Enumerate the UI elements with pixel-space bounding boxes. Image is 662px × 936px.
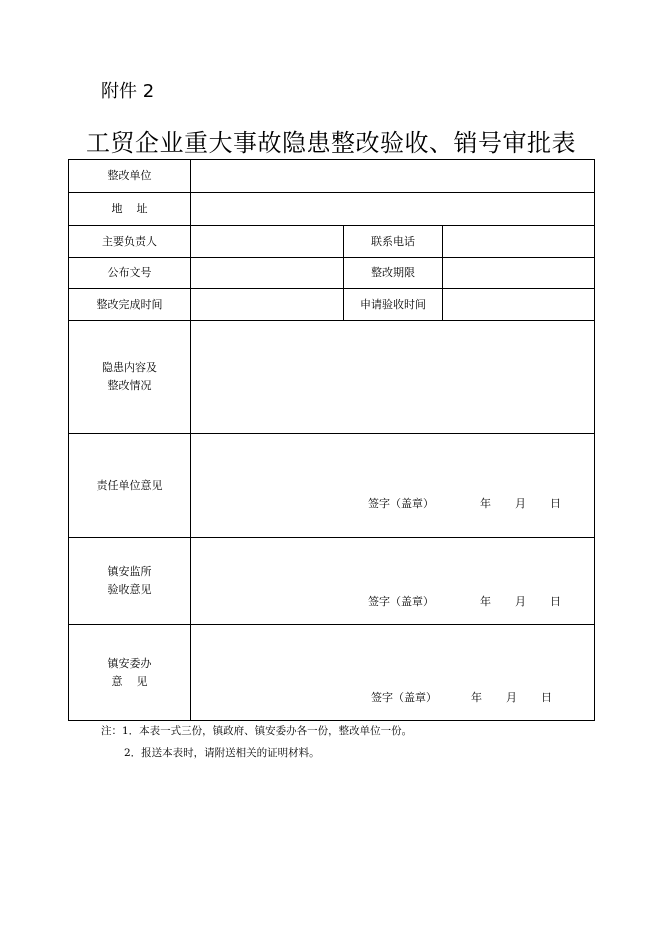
committee-opinion-label (69, 625, 191, 721)
resp-year-label: 年 (480, 497, 491, 510)
row-doc-no (69, 258, 595, 289)
unit-value-cell[interactable] (191, 160, 595, 193)
unit-label: 整改单位 (69, 160, 191, 193)
resp-day-label: 日 (550, 497, 561, 510)
resp-sign-label: 签字（盖章） (368, 497, 434, 510)
hazard-value-cell[interactable] (191, 321, 595, 434)
committee-year-label: 年 (471, 691, 482, 704)
form-title: 工贸企业重大事故隐患整改验收、销号审批表 (86, 129, 576, 157)
row-address (69, 193, 595, 226)
row-committee (69, 625, 595, 721)
address-value-cell[interactable] (191, 193, 595, 226)
apply-time-label: 申请验收时间 (344, 289, 443, 321)
committee-day-label: 日 (541, 691, 552, 704)
station-label-line2: 验收意见 (107, 583, 152, 596)
row-completion (69, 289, 595, 321)
note-line-2: 2．报送本表时，请附送相关的证明材料。 (124, 747, 320, 759)
station-opinion-value-cell[interactable] (191, 538, 595, 625)
committee-label-line1: 镇安委办 (107, 656, 152, 670)
doc-no-value-cell[interactable] (191, 258, 344, 289)
committee-opinion-value-cell[interactable] (191, 625, 595, 721)
principal-label: 主要负责人 (69, 226, 191, 258)
station-label-line1: 镇安监所 (107, 565, 152, 578)
station-opinion-label (69, 538, 191, 625)
hazard-label (69, 321, 191, 434)
hazard-label-line2: 整改情况 (107, 379, 152, 392)
station-year-label: 年 (480, 595, 491, 608)
resp-opinion-value-cell[interactable] (191, 434, 595, 538)
station-month-label: 月 (515, 595, 526, 608)
doc-no-label: 公布文号 (69, 258, 191, 289)
attachment-label: 附件 2 (101, 81, 155, 102)
hazard-label-line1: 隐患内容及 (102, 361, 157, 374)
address-label: 地 址 (69, 193, 191, 226)
station-day-label: 日 (550, 595, 561, 608)
committee-month-label: 月 (506, 691, 517, 704)
row-hazard (69, 321, 595, 434)
committee-sign-label: 签字（盖章） (371, 691, 437, 704)
notes (101, 720, 412, 764)
resp-month-label: 月 (515, 497, 526, 510)
deadline-value-cell[interactable] (443, 258, 595, 289)
row-principal (69, 226, 595, 258)
station-sign-label: 签字（盖章） (368, 595, 434, 608)
apply-time-value-cell[interactable] (443, 289, 595, 321)
approval-form-table (68, 159, 595, 721)
resp-opinion-label: 责任单位意见 (69, 434, 191, 538)
phone-value-cell[interactable] (443, 226, 595, 258)
phone-label: 联系电话 (344, 226, 443, 258)
completion-time-value-cell[interactable] (191, 289, 344, 321)
note-line-1: 注：1．本表一式三份，镇政府、镇安委办各一份，整改单位一份。 (101, 725, 413, 737)
row-resp-opinion (69, 434, 595, 538)
committee-label-line2: 意 见 (111, 674, 148, 688)
completion-time-label: 整改完成时间 (69, 289, 191, 321)
row-station (69, 538, 595, 625)
principal-value-cell[interactable] (191, 226, 344, 258)
row-unit (69, 160, 595, 193)
deadline-label: 整改期限 (344, 258, 443, 289)
